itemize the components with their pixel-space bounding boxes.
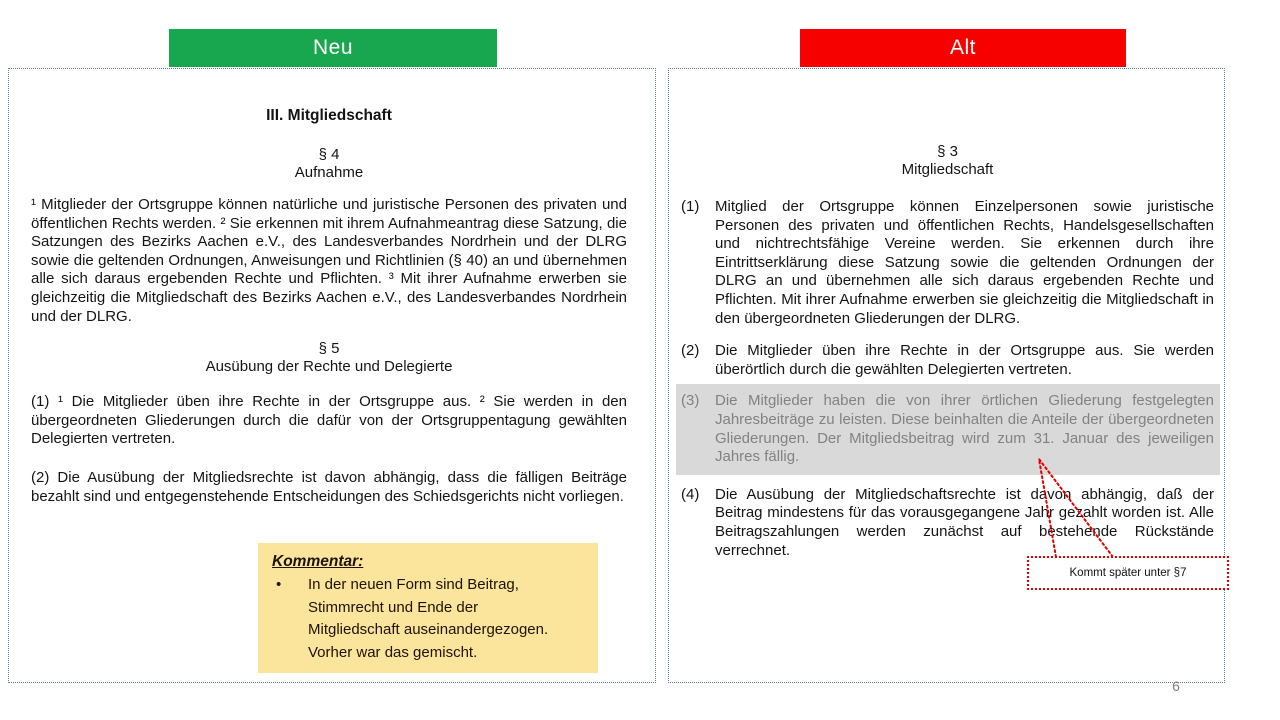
section-5-title: Ausübung der Rechte und Delegierte [205,358,453,376]
section-3-title: Mitgliedschaft [901,161,994,178]
callout-text: Kommt später unter §7 [1069,567,1187,579]
new-statute-panel [8,68,656,683]
comment-title: Kommentar: [272,553,364,570]
paragraph-text: Die Mitglieder üben ihre Rechte in der Ortsgruppe aus. Sie werden überörtlich durch die gewählten Delegierten vertreten. [715,342,1214,378]
old-paragraph-3-highlighted [676,384,1220,474]
paragraph-number: (2) [681,342,700,360]
old-paragraph-4 [681,486,1214,560]
section-4-title: Aufnahme [294,164,364,181]
paragraph-text: Die Mitglieder haben die von ihrer örtlichen Gliederung festgelegten Jahresbeiträge zu leisten. Diese beinhalten die Anteile der übergeordneten Gliederungen. Der Mitgliedsbeitrag wird zum 31. Januar des jeweiligen Jahres fällig. [715,392,1214,466]
section-4-heading [31,146,627,182]
paragraph-number: (3) [681,392,700,410]
old-version-badge [800,29,1126,67]
section-5-paragraph-2: (2) Die Ausübung der Mitgliedsrechte ist davon abhängig, dass die fälligen Beiträge bezahlt sind und entgegenstehende Entscheidungen des Schiedsgerichts nicht vorliegen. [31,468,627,505]
new-version-badge-label: Neu [312,36,354,59]
new-version-badge [169,29,497,67]
old-paragraph-1 [681,198,1214,328]
section-3-number: § 3 [937,143,958,160]
callout-box [1027,556,1229,590]
old-paragraph-2 [681,342,1214,379]
comment-bullet-text: In der neuen Form sind Beitrag, Stimmrecht und Ende der Mitgliedschaft auseinandergezogen. Vorher war das gemischt. [308,576,549,661]
comment-box [258,543,598,673]
section-4-paragraph: ¹ Mitglieder der Ortsgruppe können natürliche und juristische Personen des privaten und öffentlichen Rechts werden. ² Sie erkennen mit ihrem Aufnahmeantrag diese Satzung, die Satzungen des Bezirks Aachen e.V., des Landesverbandes Nordrhein und der DLRG sowie die geltenden Ordnungen, Anweisungen und Richtlinien (§ 40) an und übernehmen alle sich daraus ergebenden Rechte und Pflichten. ³ Mit ihrer Aufnahme erwerben sie gleichzeitig die Mitgliedschaft des Bezirks Aachen e.V., des Landesverbandes Nordrhein und der DLRG. [31,196,627,325]
paragraph-text: Mitglied der Ortsgruppe können Einzelpersonen sowie juristische Personen des privaten und öffentlichen Rechts, Handelsgesellschaften und nichtrechtsfähige Vereine werden. Sie erkennen durch ihre Eintrittserklärung diese Satzung sowie die geltenden Ordnungen der DLRG an und übernehmen alle sich daraus ergebenden Rechte und Pflichten. Mit ihrer Aufnahme erwerben sie gleichzeitig die Mitgliedschaft in den übergeordneten Gliederungen der DLRG. [715,198,1214,327]
section-5-heading [31,340,627,376]
paragraph-number: (4) [681,485,700,503]
section-4-number: § 4 [318,146,340,163]
old-version-badge-label: Alt [949,36,976,59]
paragraph-text: Die Ausübung der Mitgliedschaftsrechte ist davon abhängig, daß der Beitrag mindestens für das vorausgegangene Jahr gezahlt worden ist. Alle Beitragszahlungen werden zunächst auf bestehende Rückstände verrechnet. [715,485,1214,559]
page-number: 6 [1172,678,1180,694]
section-5-paragraph-1: (1) ¹ Die Mitglieder üben ihre Rechte in der Ortsgruppe aus. ² Sie werden in den übergeordneten Gliederungen durch die dafür von der Ortsgruppentagung gewählten Delegierten vertreten. [31,393,627,448]
bullet-icon: • [276,576,282,593]
comment-bullet-item [272,574,584,664]
paragraph-number: (1) [681,198,700,215]
section-3-heading [681,143,1214,179]
section-5-number: § 5 [318,340,340,358]
chapter-heading: III. Mitgliedschaft [266,107,392,124]
old-statute-panel [668,68,1225,683]
